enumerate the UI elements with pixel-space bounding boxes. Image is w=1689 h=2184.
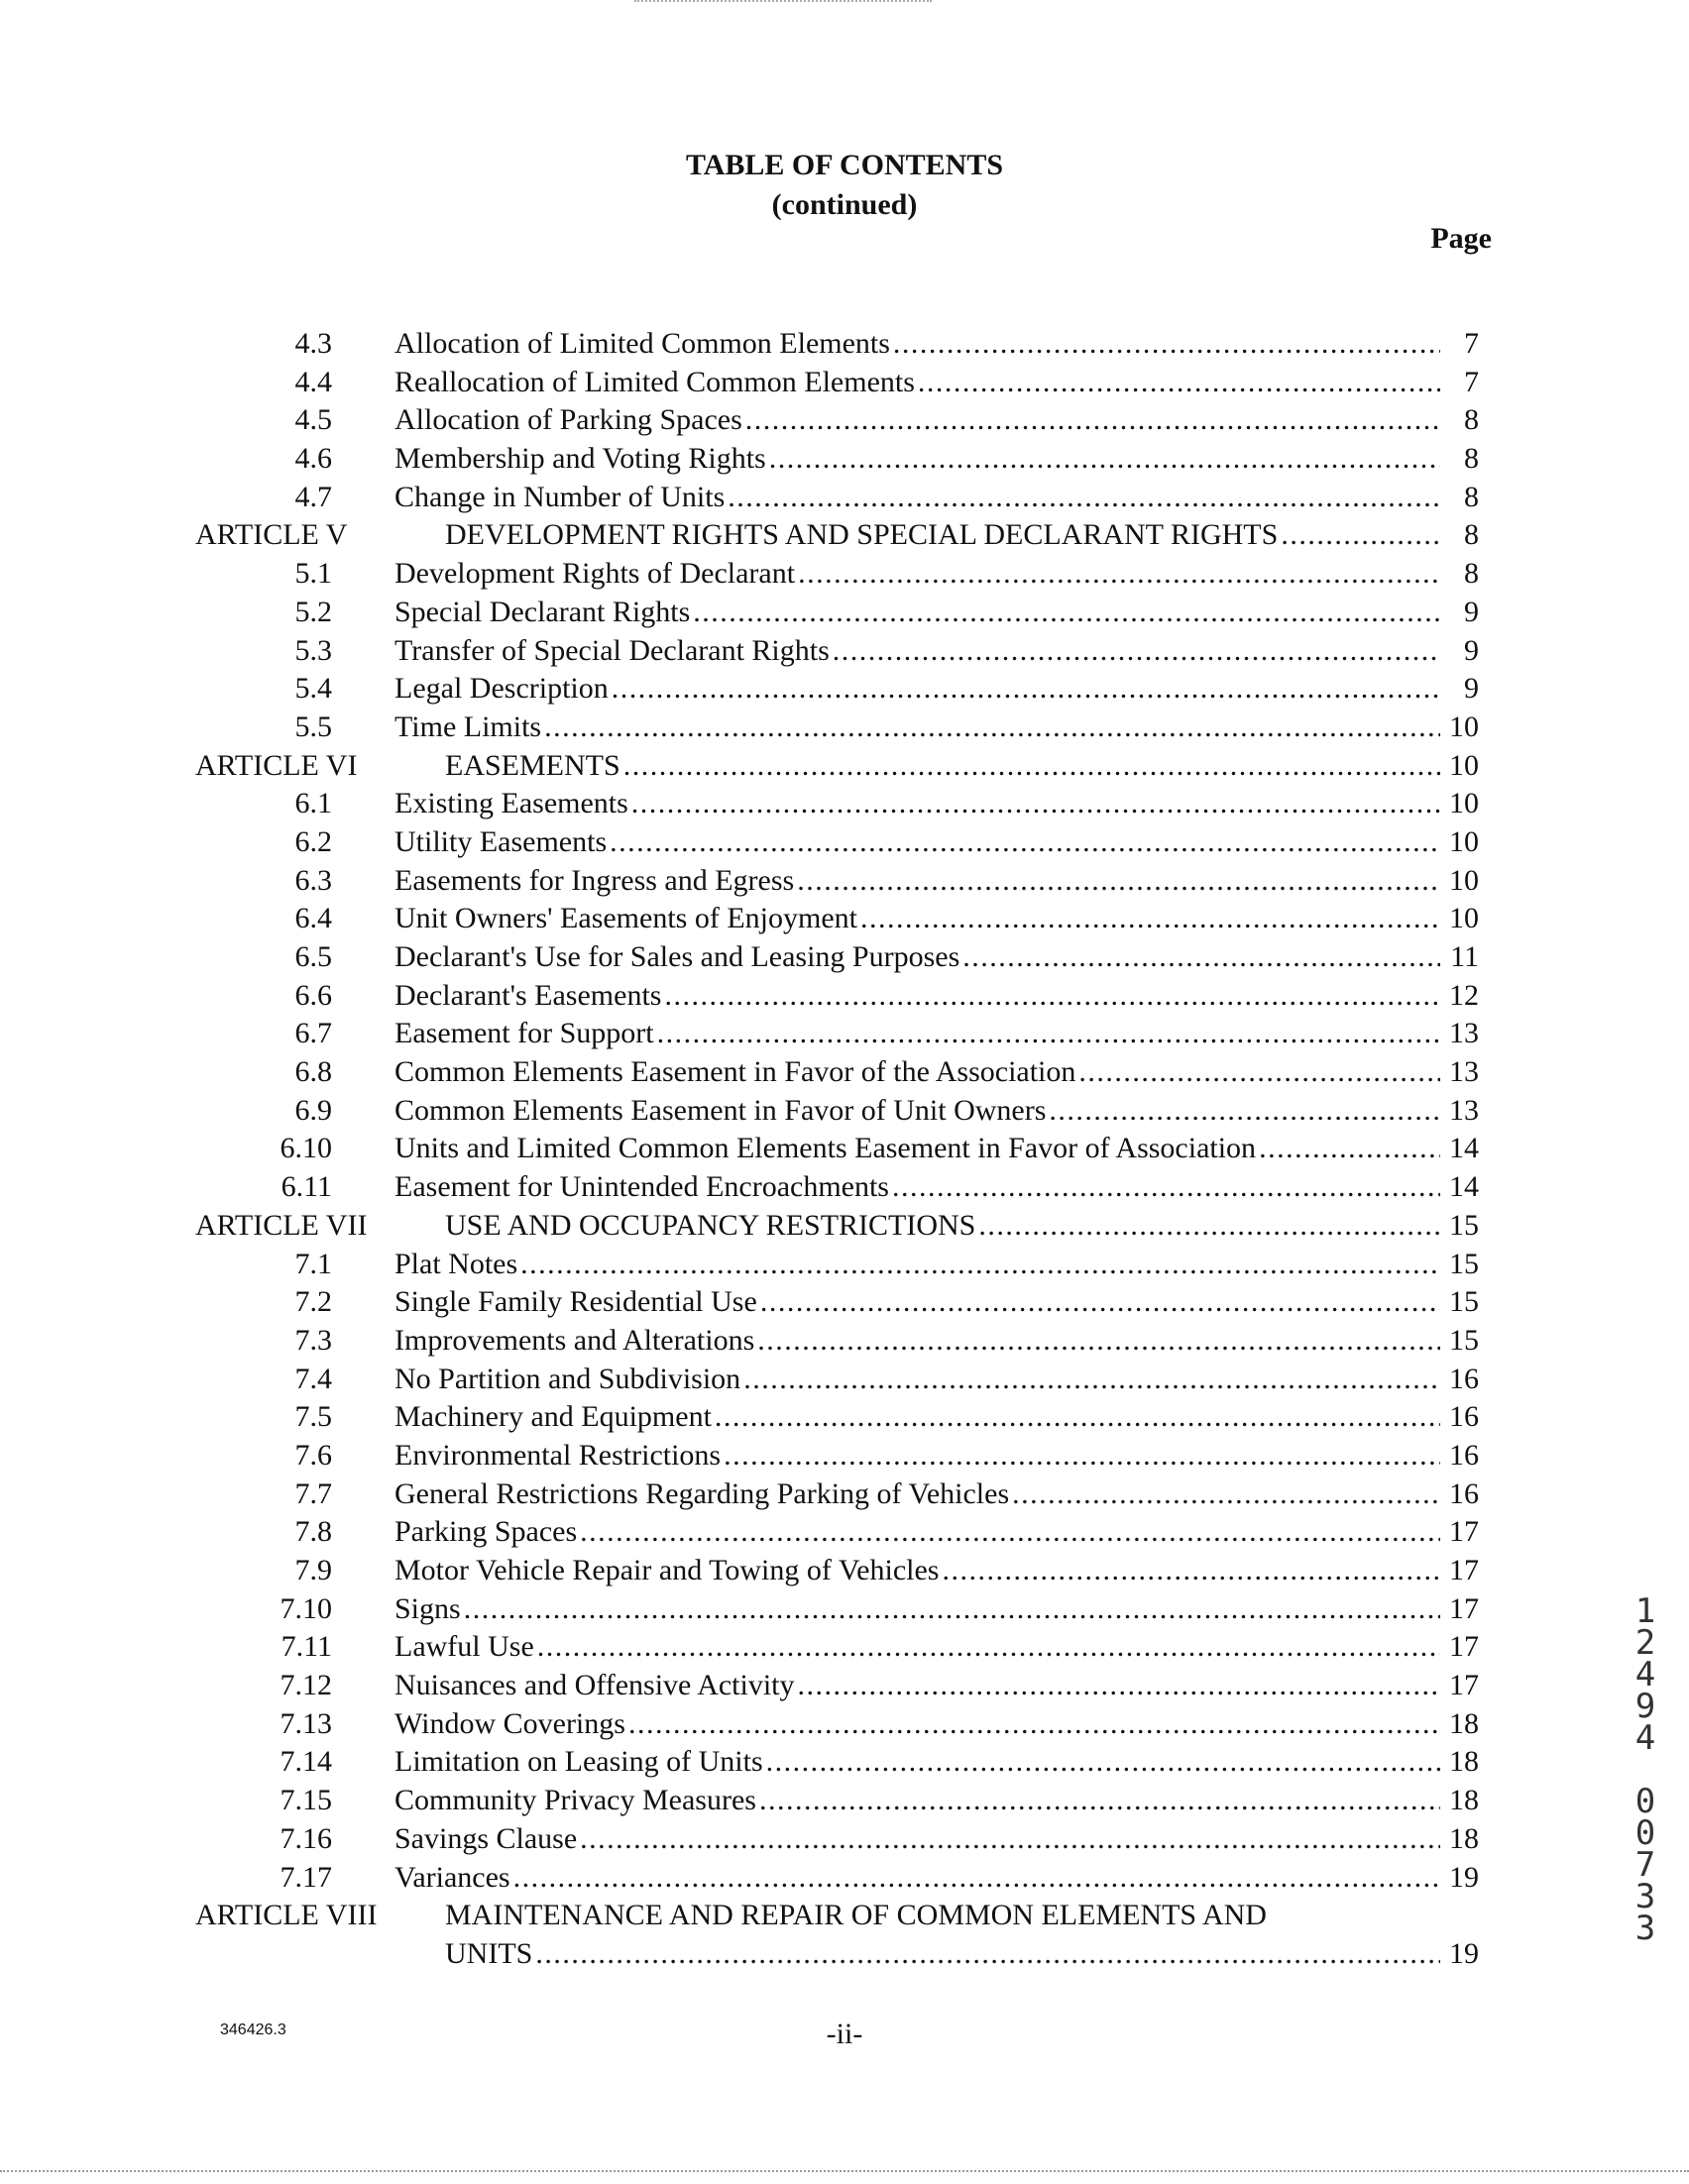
toc-entry-page: 8 [1464, 518, 1479, 552]
document-id: 346426.3 [220, 2021, 286, 2038]
toc-entry [0, 594, 1689, 632]
toc-entry-title: Plat Notes [394, 1247, 518, 1280]
toc-entry-title: Improvements and Alterations [394, 1323, 755, 1357]
toc-entry [0, 862, 1689, 901]
toc-entry [0, 1130, 1689, 1168]
toc-entry-title: Existing Easements [394, 787, 628, 820]
toc-entry [0, 1437, 1689, 1475]
toc-entry-number: 7.10 [280, 1591, 332, 1625]
toc-entry-page: 16 [1449, 1438, 1479, 1472]
toc-entry-page: 18 [1449, 1706, 1479, 1740]
toc-entry-title: Transfer of Special Declarant Rights [394, 633, 830, 667]
toc-entry-page: 8 [1464, 480, 1479, 513]
dot-leader [893, 325, 1440, 364]
toc-entry-page: 16 [1449, 1362, 1479, 1395]
scan-artifact-bottom [0, 2170, 1689, 2172]
toc-entry-title: Unit Owners' Easements of Enjoyment [394, 902, 857, 935]
toc-entry-page: 13 [1449, 1093, 1479, 1127]
dot-leader [715, 1398, 1440, 1437]
toc-entry-page: 15 [1449, 1247, 1479, 1280]
toc-entry-page: 8 [1464, 557, 1479, 591]
toc-entry-number: 4.3 [294, 327, 332, 360]
toc-entry-title: Machinery and Equipment [394, 1400, 712, 1434]
toc-entry-title: USE AND OCCUPANCY RESTRICTIONS [445, 1208, 976, 1242]
toc-entry [0, 1743, 1689, 1782]
toc-entry-title: Common Elements Easement in Favor of Unit Owners [394, 1093, 1047, 1127]
toc-entry-number: 7.1 [294, 1247, 332, 1280]
dot-leader [833, 632, 1440, 671]
toc-entry [0, 1475, 1689, 1514]
toc-entry-page: 13 [1449, 1055, 1479, 1089]
toc-entry-page: 10 [1449, 824, 1479, 858]
dot-leader [1259, 1130, 1440, 1168]
toc-entry-title: Lawful Use [394, 1630, 534, 1664]
toc-entry [0, 1628, 1689, 1667]
toc-entry-number: 7.16 [280, 1821, 332, 1855]
dot-leader [535, 1935, 1440, 1974]
toc-entry-title: Reallocation of Limited Common Elements [394, 365, 915, 398]
dot-leader [760, 1283, 1440, 1322]
toc-entry-title: Special Declarant Rights [394, 595, 691, 628]
toc-entry-number: 7.17 [280, 1860, 332, 1894]
dot-leader [580, 1820, 1440, 1859]
toc-entry [0, 1820, 1689, 1859]
toc-entry-number: ARTICLE VI [195, 748, 358, 782]
toc-entry-number: 6.2 [294, 824, 332, 858]
toc-entry-title: MAINTENANCE AND REPAIR OF COMMON ELEMENTS AND [445, 1899, 1267, 1932]
recording-stamp: 1 2 4 9 4 0 0 7 3 3 [1634, 1591, 1656, 1948]
toc-entry-number: ARTICLE VII [195, 1208, 368, 1242]
dot-leader [918, 364, 1440, 402]
toc-entry-number: 5.5 [294, 710, 332, 743]
toc-entry-title: General Restrictions Regarding Parking of Vehicles [394, 1476, 1010, 1510]
toc-entry-page: 13 [1449, 1017, 1479, 1050]
dot-leader [693, 594, 1440, 632]
dot-leader [743, 1361, 1440, 1399]
page-column-header: Page [1430, 222, 1492, 255]
toc-entry-title: UNITS [445, 1936, 533, 1970]
toc-entry [0, 555, 1689, 594]
toc-entry-number: 7.8 [294, 1515, 332, 1549]
dot-leader [1281, 516, 1440, 555]
toc-title: TABLE OF CONTENTS [685, 149, 1004, 181]
toc-entry-title: Membership and Voting Rights [394, 442, 766, 476]
toc-entry [0, 709, 1689, 747]
toc-entry [0, 516, 1689, 555]
toc-entry [0, 1398, 1689, 1437]
toc-entry [0, 1168, 1689, 1207]
toc-entry-page: 15 [1449, 1208, 1479, 1242]
toc-entry-page: 18 [1449, 1784, 1479, 1817]
toc-entry-number: 6.11 [281, 1170, 332, 1204]
dot-leader [1078, 1053, 1440, 1092]
toc-entry-number: 7.6 [294, 1438, 332, 1472]
toc-entry-number: 6.7 [294, 1017, 332, 1050]
dot-leader [797, 862, 1440, 901]
toc-entry-title: Allocation of Limited Common Elements [394, 327, 890, 360]
toc-entry [0, 440, 1689, 479]
toc-entry [0, 785, 1689, 823]
dot-leader [860, 900, 1440, 938]
toc-entry [0, 1552, 1689, 1590]
toc-entry-number: 5.3 [294, 633, 332, 667]
dot-leader [757, 1322, 1440, 1361]
toc-entry-page: 11 [1450, 940, 1479, 973]
toc-entry-title: Community Privacy Measures [394, 1784, 756, 1817]
toc-entry-page: 8 [1464, 403, 1479, 437]
dot-leader [612, 670, 1440, 709]
toc-entry [0, 325, 1689, 364]
toc-entry-title: Legal Description [394, 672, 609, 706]
toc-entry-title: Window Coverings [394, 1706, 625, 1740]
toc-entry-number: 7.4 [294, 1362, 332, 1395]
dot-leader [623, 747, 1440, 786]
toc-entry-page: 17 [1449, 1515, 1479, 1549]
toc-entry-page: 16 [1449, 1476, 1479, 1510]
dot-leader [520, 1246, 1440, 1284]
toc-entry [0, 1897, 1689, 1935]
dot-leader [610, 823, 1440, 862]
toc-entry [0, 977, 1689, 1016]
dot-leader [1049, 1092, 1440, 1131]
toc-entry-page: 14 [1449, 1170, 1479, 1204]
toc-entry-title: No Partition and Subdivision [394, 1362, 741, 1395]
toc-entry [0, 1092, 1689, 1131]
toc-entry-title: Utility Easements [394, 824, 608, 858]
dot-leader [513, 1859, 1440, 1898]
toc-subtitle: (continued) [771, 188, 918, 221]
toc-entry [0, 1283, 1689, 1322]
toc-entry-title: Units and Limited Common Elements Easement in Favor of Association [394, 1132, 1257, 1165]
toc-entry-page: 16 [1449, 1400, 1479, 1434]
toc-entry [0, 401, 1689, 440]
toc-entry-page: 10 [1449, 748, 1479, 782]
dot-leader [798, 555, 1440, 594]
toc-entry-page: 7 [1464, 365, 1479, 398]
dot-leader [978, 1207, 1440, 1246]
toc-entry-number: 7.13 [280, 1706, 332, 1740]
toc-entry-number: 6.5 [294, 940, 332, 973]
toc-entry [0, 670, 1689, 709]
toc-entry-page: 9 [1464, 595, 1479, 628]
dot-leader [766, 1743, 1440, 1782]
toc-entry-page: 10 [1449, 902, 1479, 935]
toc-entry-title: Time Limits [394, 710, 542, 743]
toc-entry-number: 7.5 [294, 1400, 332, 1434]
toc-entry-number: 5.4 [294, 672, 332, 706]
toc-entry [0, 1667, 1689, 1705]
dot-leader [728, 479, 1440, 517]
toc-entry-number: 4.7 [294, 480, 332, 513]
toc-entry-title: Limitation on Leasing of Units [394, 1745, 763, 1779]
toc-entry [0, 938, 1689, 977]
toc-entry-page: 10 [1449, 863, 1479, 897]
toc-entry-number: 4.6 [294, 442, 332, 476]
toc-entry-title: Development Rights of Declarant [394, 557, 796, 591]
toc-entry-page: 17 [1449, 1669, 1479, 1702]
toc-entry-page: 15 [1449, 1323, 1479, 1357]
toc-entry-page: 14 [1449, 1132, 1479, 1165]
dot-leader [892, 1168, 1440, 1207]
dot-leader [580, 1513, 1440, 1552]
dot-leader [769, 440, 1440, 479]
toc-entry [0, 747, 1689, 786]
dot-leader [962, 938, 1440, 977]
toc-entry-title: Allocation of Parking Spaces [394, 403, 742, 437]
toc-entry-number: 7.15 [280, 1784, 332, 1817]
dot-leader [537, 1628, 1440, 1667]
toc-entry-title: Common Elements Easement in Favor of the Association [394, 1055, 1076, 1089]
toc-entry-page: 12 [1449, 978, 1479, 1012]
dot-leader [628, 1705, 1440, 1744]
toc-entry-number: 5.1 [294, 557, 332, 591]
toc-list [0, 325, 1689, 1974]
toc-entry-title: Environmental Restrictions [394, 1438, 722, 1472]
dot-leader [464, 1590, 1440, 1629]
toc-entry-number: 7.11 [281, 1630, 332, 1664]
toc-entry-title: EASEMENTS [445, 748, 620, 782]
toc-entry-title: DEVELOPMENT RIGHTS AND SPECIAL DECLARANT RIGHTS [445, 518, 1279, 552]
toc-entry-number: 7.7 [294, 1476, 332, 1510]
dot-leader [724, 1437, 1440, 1475]
toc-entry-page: 15 [1449, 1285, 1479, 1319]
toc-entry [0, 1207, 1689, 1246]
toc-entry-page: 10 [1449, 787, 1479, 820]
toc-entry-title: Declarant's Use for Sales and Leasing Purposes [394, 940, 960, 973]
toc-entry-page: 8 [1464, 442, 1479, 476]
toc-entry-page: 19 [1449, 1936, 1479, 1970]
toc-entry-title: Single Family Residential Use [394, 1285, 757, 1319]
toc-entry-number: 6.3 [294, 863, 332, 897]
toc-entry-number: 6.8 [294, 1055, 332, 1089]
dot-leader [1012, 1475, 1440, 1514]
toc-entry [0, 364, 1689, 402]
toc-entry-title: Easement for Support [394, 1017, 654, 1050]
toc-entry-page: 17 [1449, 1630, 1479, 1664]
toc-entry-title: Declarant's Easements [394, 978, 662, 1012]
toc-entry-number: 7.3 [294, 1323, 332, 1357]
toc-entry-title: Savings Clause [394, 1821, 578, 1855]
toc-entry [0, 1246, 1689, 1284]
toc-entry-title: Variances [394, 1860, 510, 1894]
toc-entry-number: 7.2 [294, 1285, 332, 1319]
dot-leader [745, 401, 1440, 440]
toc-entry [0, 1590, 1689, 1629]
dot-leader [942, 1552, 1440, 1590]
toc-entry-title: Motor Vehicle Repair and Towing of Vehicles [394, 1554, 940, 1586]
toc-entry [0, 1053, 1689, 1092]
toc-entry [0, 1361, 1689, 1399]
toc-entry [0, 1513, 1689, 1552]
toc-entry-title: Easements for Ingress and Egress [394, 863, 795, 897]
toc-entry [0, 900, 1689, 938]
toc-entry-title: Change in Number of Units [394, 480, 726, 513]
toc-entry [0, 632, 1689, 671]
toc-entry-number: 7.14 [280, 1745, 332, 1779]
toc-entry-number: 6.6 [294, 978, 332, 1012]
toc-entry-page: 18 [1449, 1821, 1479, 1855]
dot-leader [657, 1015, 1440, 1053]
toc-entry [0, 479, 1689, 517]
toc-entry-number: 6.9 [294, 1093, 332, 1127]
dot-leader [759, 1782, 1440, 1820]
toc-entry [0, 1322, 1689, 1361]
toc-entry [0, 1015, 1689, 1053]
toc-entry-number: 6.1 [294, 787, 332, 820]
toc-entry-number: ARTICLE V [195, 518, 348, 552]
dot-leader [798, 1667, 1440, 1705]
toc-entry-number: ARTICLE VIII [195, 1899, 378, 1932]
toc-entry-number: 7.12 [280, 1669, 332, 1702]
toc-entry-number: 6.10 [280, 1132, 332, 1165]
toc-entry-page: 17 [1449, 1554, 1479, 1586]
dot-leader [544, 709, 1440, 747]
toc-entry-page: 9 [1464, 672, 1479, 706]
toc-entry-title: Signs [394, 1591, 461, 1625]
page-number: -ii- [826, 2018, 863, 2050]
toc-entry [0, 1782, 1689, 1820]
toc-entry [0, 1705, 1689, 1744]
toc-entry-page: 17 [1449, 1591, 1479, 1625]
toc-entry-number: 4.5 [294, 403, 332, 437]
toc-entry-title: Easement for Unintended Encroachments [394, 1170, 889, 1204]
toc-entry [0, 1935, 1689, 1974]
toc-entry-number: 6.4 [294, 902, 332, 935]
toc-entry [0, 1859, 1689, 1898]
toc-entry-page: 18 [1449, 1745, 1479, 1779]
dot-leader [664, 977, 1440, 1016]
scan-artifact-top [634, 0, 932, 2]
toc-entry-title: Nuisances and Offensive Activity [394, 1669, 795, 1702]
toc-entry-page: 19 [1449, 1860, 1479, 1894]
toc-entry-page: 7 [1464, 327, 1479, 360]
toc-entry-page: 9 [1464, 633, 1479, 667]
toc-entry-page: 10 [1449, 710, 1479, 743]
dot-leader [631, 785, 1440, 823]
toc-entry-number: 4.4 [294, 365, 332, 398]
toc-entry-number: 7.9 [294, 1554, 332, 1586]
toc-entry-title: Parking Spaces [394, 1515, 578, 1549]
toc-entry-number: 5.2 [294, 595, 332, 628]
toc-entry [0, 823, 1689, 862]
